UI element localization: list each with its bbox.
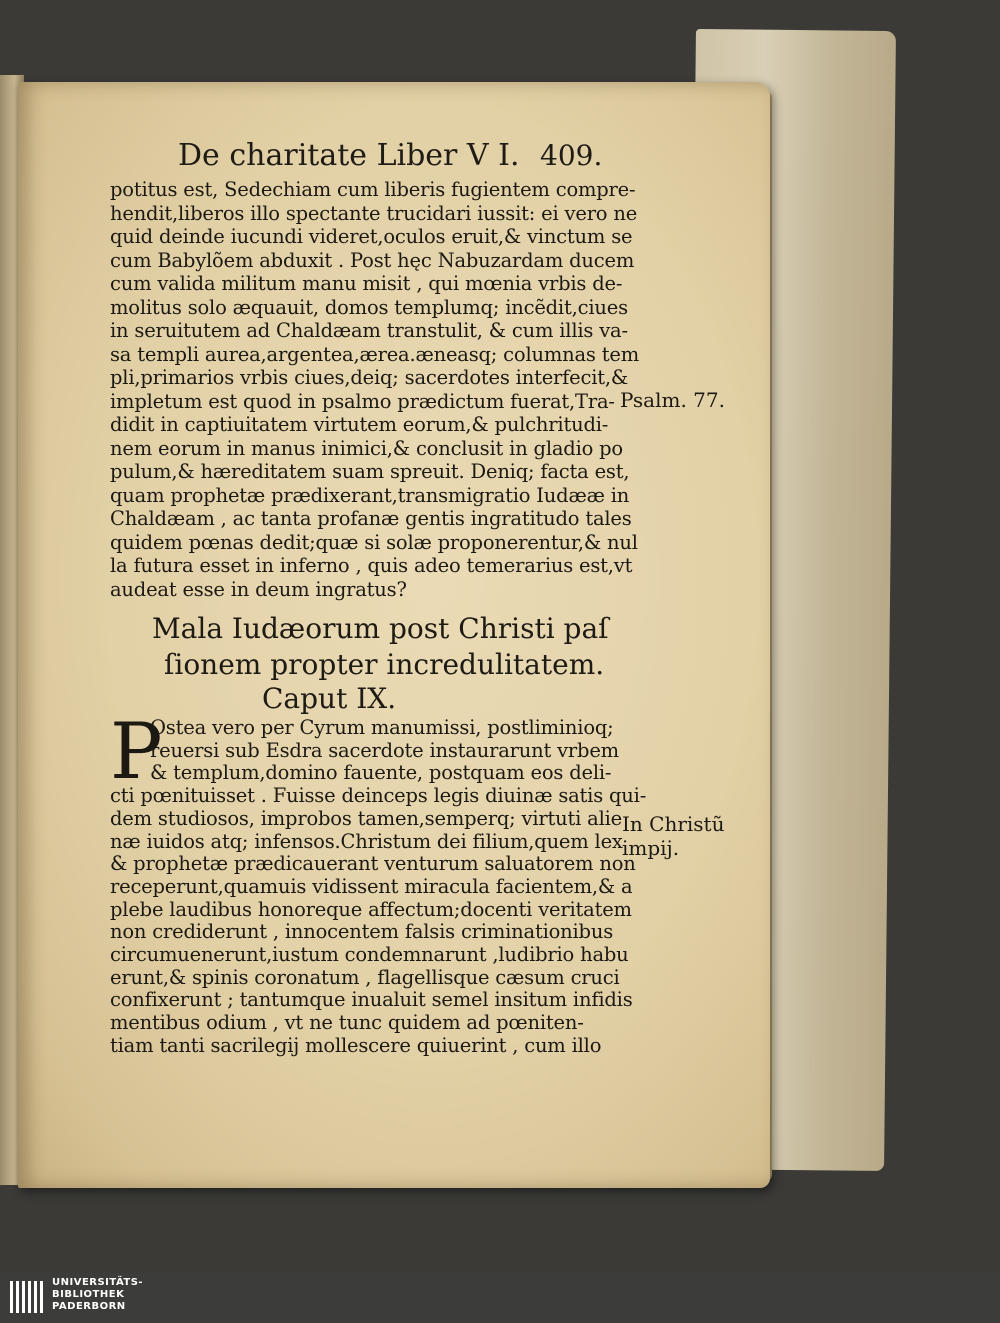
text-line: sa templi aurea,argentea,ærea.æneasq; columnas tem — [110, 342, 639, 366]
running-head-title: De charitate Liber V I. — [178, 138, 520, 173]
text-line: erunt,& spinis coronatum , flagellisque cæsum cruci — [110, 965, 620, 989]
text-line: hendit,liberos illo spectante trucidari iussit: ei vero ne — [110, 201, 638, 225]
text-line: nem eorum in manus inimici,& conclusit in gladio po — [110, 436, 623, 460]
text-line: in seruitutem ad Chaldæam transtulit, & cum illis va- — [110, 319, 628, 342]
library-name-line-1: UNIVERSITÄTS- — [52, 1277, 144, 1288]
library-footer — [0, 1273, 1000, 1323]
text-line: quid deinde iucundi videret,oculos eruit,& vinctum se — [110, 225, 633, 248]
text-line: pli,primarios vrbis ciues,deiq; sacerdotes interfecit,& — [110, 366, 629, 389]
drop-cap-initial: P — [110, 707, 163, 797]
text-line: cti pœnituisset . Fuisse deinceps legis diuinæ satis qui- — [110, 784, 647, 808]
library-name-line-3: PADERBORN — [52, 1301, 126, 1312]
text-line: cum Babylõem abduxit . Post hęc Nabuzardam ducem — [110, 248, 635, 272]
text-line: receperunt,quamuis vidissent miracula facientem,& a — [110, 874, 633, 898]
text-line: Ostea vero per Cyrum manumissi, postliminioq; — [150, 716, 614, 739]
chapter-heading-line-3: Caput IX. — [262, 682, 397, 715]
chapter-heading-line-2: ſionem propter incredulitatem. — [164, 648, 605, 681]
library-logo-icon — [8, 1277, 48, 1317]
text-line: plebe laudibus honoreque affectum;docenti veritatem — [110, 897, 632, 921]
text-line: Chaldæam , ac tanta profanæ gentis ingratitudo tales — [110, 507, 632, 530]
library-name-line-2: BIBLIOTHEK — [52, 1289, 125, 1300]
text-line: dem studiosos, improbos tamen,semperq; virtuti alie — [110, 806, 622, 830]
text-line: cum valida militum manu misit , qui mœnia vrbis de- — [110, 272, 623, 295]
text-line: audeat esse in deum ingratus? — [110, 577, 407, 601]
text-line: pulum,& hæreditatem suam spreuit. Deniq; facta est, — [110, 460, 630, 483]
text-line: quidem pœnas dedit;quæ si solæ proponerentur,& nul — [110, 530, 638, 554]
text-line: la futura esset in inferno , quis adeo temerarius est,vt — [110, 554, 633, 577]
text-line: quam prophetæ prædixerant,transmigratio Iudææ in — [110, 483, 630, 507]
marginal-psalm-reference: Psalm. 77. — [620, 388, 725, 412]
chapter-heading-line-1: Mala Iudæorum post Christi paſ — [152, 612, 609, 645]
text-line: potitus est, Sedechiam cum liberis fugientem compre- — [110, 178, 636, 201]
text-line: circumuenerunt,iustum condemnarunt ,ludibrio habu — [110, 943, 629, 966]
text-line: impletum est quod in psalmo prædictum fuerat,Tra- — [110, 389, 615, 413]
text-line: tiam tanti sacrilegij mollescere quiuerint , cum illo — [110, 1033, 602, 1057]
page-number: 409. — [540, 139, 603, 172]
text-line: non crediderunt , innocentem falsis criminationibus — [110, 920, 614, 944]
text-line: mentibus odium , vt ne tunc quidem ad pœniten- — [110, 1011, 584, 1035]
marginal-note-line-2: impij. — [622, 836, 680, 860]
text-line: & prophetæ prædicauerant venturum saluatorem non — [110, 852, 636, 876]
text-line: reuersi sub Esdra sacerdote instaurarunt vrbem — [150, 738, 619, 762]
text-line: confixerunt ; tantumque inualuit semel insitum infidis — [110, 988, 633, 1012]
text-line: didit in captiuitatem virtutem eorum,& pulchritudi- — [110, 413, 609, 436]
text-line: næ iuidos atq; infensos.Christum dei filium,quem lex — [110, 829, 623, 853]
text-line: molitus solo æquauit, domos templumq; incẽdit,ciues — [110, 295, 628, 319]
marginal-note-line-1: In Christũ — [622, 812, 725, 836]
text-line: & templum,domino fauente, postquam eos deli- — [150, 761, 612, 785]
